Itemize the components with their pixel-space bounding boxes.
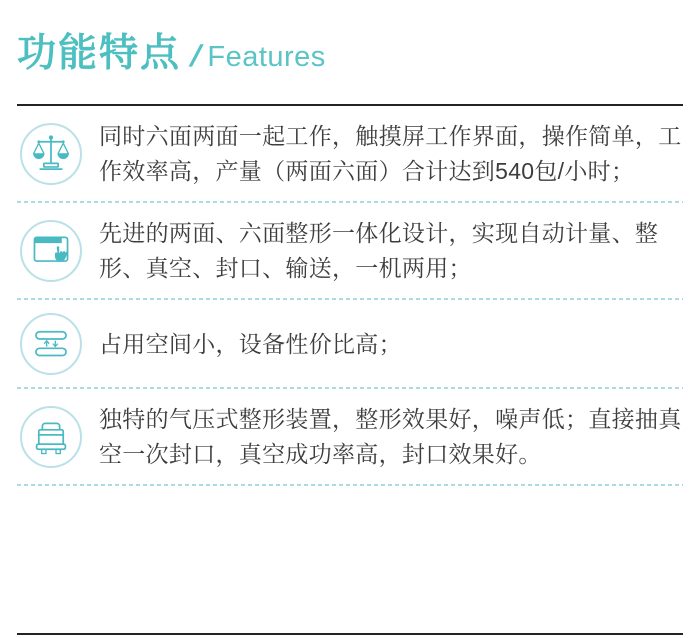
feature-row-productivity — [17, 106, 683, 201]
feature-text: 先进的两面、六面整形一体化设计，实现自动计量、整形、真空、封口、输送，一机两用； — [99, 220, 659, 281]
feature-row-integration — [17, 203, 683, 298]
vacuum-machine-icon — [20, 406, 82, 468]
feature-text: 占用空间小，设备性价比高； — [99, 330, 402, 357]
compress-space-icon — [20, 313, 82, 375]
touchscreen-hand-icon — [20, 220, 82, 282]
feature-row-footprint — [17, 300, 683, 387]
feature-row-sealing — [17, 389, 683, 484]
section-title-en: Features — [207, 41, 326, 73]
section-header — [17, 22, 683, 78]
title-slash-divider: / — [188, 40, 202, 73]
feature-text: 独特的气压式整形装置，整形效果好，噪声低；直接抽真空一次封口，真空成功率高，封口效果好。 — [99, 406, 682, 467]
section-title-zh: 功能特点 — [17, 32, 182, 75]
balance-scale-icon — [20, 123, 82, 185]
feature-text: 同时六面两面一起工作，触摸屏工作界面，操作简单，工作效率高，产量（两面六面）合计达到540包/小时； — [99, 123, 682, 184]
spacer — [17, 486, 683, 633]
bottom-rule — [17, 633, 683, 635]
